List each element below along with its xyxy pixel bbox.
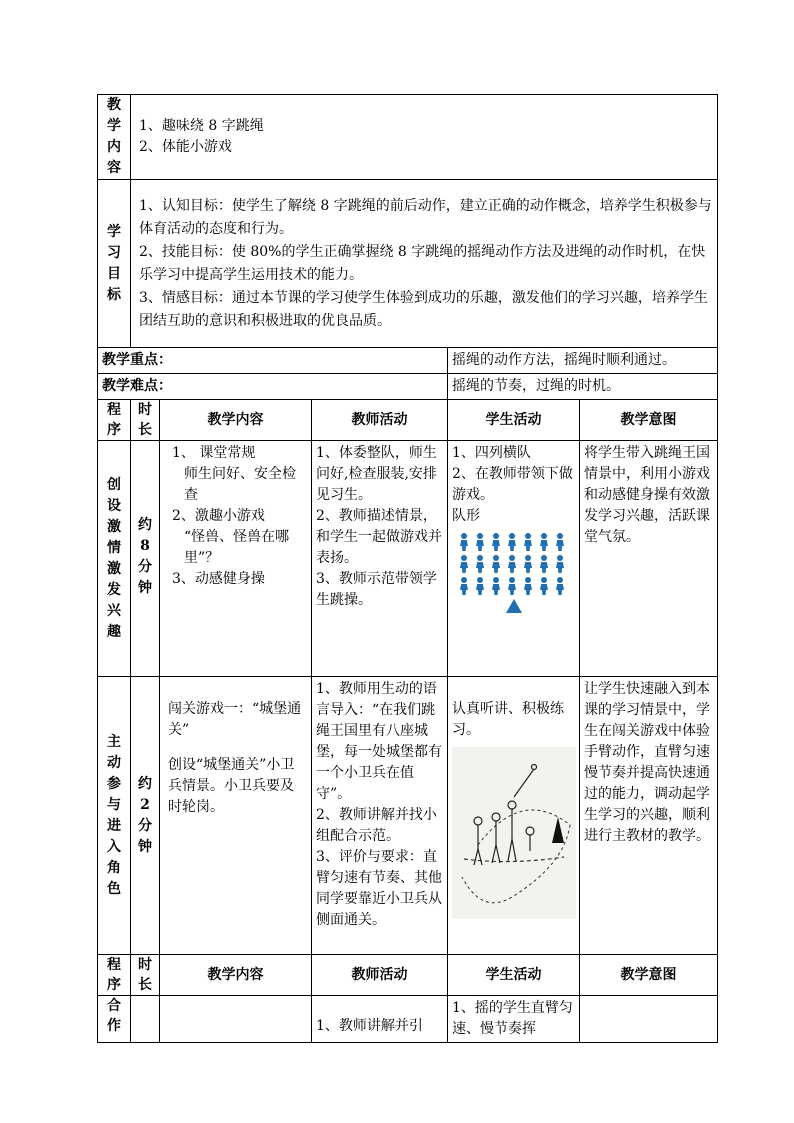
student-figure-icon (522, 577, 534, 595)
stage3-teacher: 1、教师讲解并引 (312, 996, 448, 1043)
stage1-row (98, 441, 718, 677)
content-row (98, 95, 718, 180)
stage1-student: 1、四列横队 2、在教师带领下做游戏。 队形 (448, 441, 580, 677)
student-figure-icon (506, 555, 518, 573)
student-figure-icon (554, 577, 566, 595)
header-duration: 时 长 (131, 955, 160, 996)
stage2-row (98, 677, 718, 955)
lesson-plan-table (97, 94, 718, 1043)
objectives-row (98, 180, 718, 348)
content-items (131, 95, 718, 180)
header-intent: 教学意图 (580, 955, 718, 996)
student-figure-icon (554, 555, 566, 573)
stage2-intent: 让学生快速融入到本课的学习情景中，学生在闯关游戏中体验手臂动作，直臂匀速慢节奏并提高快速通过的能力，调动起学生学习的兴趣，顺利进行主教材的教学。 (580, 677, 718, 955)
content-item: 2、体能小游戏 (139, 139, 232, 155)
stage1-teacher: 1、体委整队，师生问好,检查服装,安排见习生。 2、教师描述情景，和学生一起做游戏并表扬。 3、教师示范带领学生跳操。 (312, 441, 448, 677)
student-figure-icon (506, 577, 518, 595)
student-figure-icon (458, 533, 470, 551)
stage2-label: 主 动 参 与 进 入 角 色 (98, 677, 131, 955)
stage3-student: 1、摇的学生直臂匀速、慢节奏挥 (448, 996, 580, 1043)
header-intent: 教学意图 (580, 400, 718, 441)
student-figure-icon (554, 533, 566, 551)
formation-diagram (452, 531, 575, 613)
key-point-value: 摇绳的动作方法，摇绳时顺利通过。 (448, 348, 718, 374)
difficulty-row (98, 374, 718, 400)
objective-item: 3、情感目标：通过本节课的学习使学生体验到成功的乐趣，激发他们的学习兴趣，培养学生团结互助的意识和积极进取的优良品质。 (139, 289, 708, 329)
objectives-items (131, 180, 718, 348)
student-figure-icon (522, 533, 534, 551)
student-figure-icon (490, 555, 502, 573)
student-figure-icon (538, 577, 550, 595)
stage1-duration: 约 8 分 钟 (131, 441, 160, 677)
difficulty-value: 摇绳的节奏，过绳的时机。 (448, 374, 718, 400)
formation-row (452, 531, 575, 553)
key-point-row (98, 348, 718, 374)
header-content: 教学内容 (160, 400, 312, 441)
header-sequence: 程 序 (98, 400, 131, 441)
stage3-content (160, 996, 312, 1043)
student-figure-icon (458, 577, 470, 595)
stage3-intent (580, 996, 718, 1043)
stage3-label: 合 作 (98, 996, 131, 1043)
stage2-student: 认真听讲、积极练习。 (448, 677, 580, 955)
objective-item: 1、认知目标：使学生了解绕 8 字跳绳的前后动作，建立正确的动作概念，培养学生积极参与体育活动的态度和行为。 (139, 197, 712, 237)
content-item: 1、趣味绕 8 字跳绳 (139, 118, 264, 134)
stage3-duration (131, 996, 160, 1043)
column-header-row-repeat (98, 955, 718, 996)
student-figure-icon (522, 555, 534, 573)
rope-game-sketch (452, 747, 576, 919)
objective-item: 2、技能目标：使 80%的学生正确掌握绕 8 字跳绳的摇绳动作方法及进绳的动作时机，在快乐学习中提高学生运用技术的能力。 (139, 243, 706, 283)
formation-row (452, 575, 575, 597)
key-point-label: 教学重点： (98, 348, 448, 374)
header-content: 教学内容 (160, 955, 312, 996)
formation-row (452, 553, 575, 575)
student-figure-icon (458, 555, 470, 573)
stage2-duration: 约 2 分 钟 (131, 677, 160, 955)
student-figure-icon (538, 533, 550, 551)
student-figure-icon (474, 555, 486, 573)
student-figure-icon (474, 533, 486, 551)
student-figure-icon (538, 555, 550, 573)
stage3-row (98, 996, 718, 1043)
stage1-intent: 将学生带入跳绳王国情景中，利用小游戏和动感健身操有效激发学习兴趣，活跃课堂气氛。 (580, 441, 718, 677)
difficulty-label: 教学难点： (98, 374, 448, 400)
header-teacher: 教师活动 (312, 400, 448, 441)
student-figure-icon (474, 577, 486, 595)
student-figure-icon (490, 533, 502, 551)
header-student: 学生活动 (448, 400, 580, 441)
column-header-row (98, 400, 718, 441)
header-duration: 时 长 (131, 400, 160, 441)
header-student: 学生活动 (448, 955, 580, 996)
stage2-teacher: 1、教师用生动的语言导入：“在我们跳绳王国里有八座城堡，每一处城堡都有一个小卫兵在值守”。 2、教师讲解并找小组配合示范。 3、评价与要求：直臂匀速有节奏、其他同学要靠近小卫兵从侧面通关。 (312, 677, 448, 955)
stage2-content: 闯关游戏一：“城堡通关” 创设“城堡通关”小卫兵情景。小卫兵要及时轮岗。 (160, 677, 312, 955)
header-sequence: 程 序 (98, 955, 131, 996)
student-figure-icon (506, 533, 518, 551)
stage1-content: 1、 课堂常规 师生问好、安全检查 2、激趣小游戏 “怪兽、怪兽在哪里”？ 3、动感健身操 (160, 441, 312, 677)
content-label: 教 学 内 容 (98, 95, 131, 180)
stage1-label: 创 设 激 情 激 发 兴 趣 (98, 441, 131, 677)
student-figure-icon (490, 577, 502, 595)
objectives-label: 学 习 目 标 (98, 180, 131, 348)
teacher-triangle-icon (506, 599, 522, 613)
header-teacher: 教师活动 (312, 955, 448, 996)
